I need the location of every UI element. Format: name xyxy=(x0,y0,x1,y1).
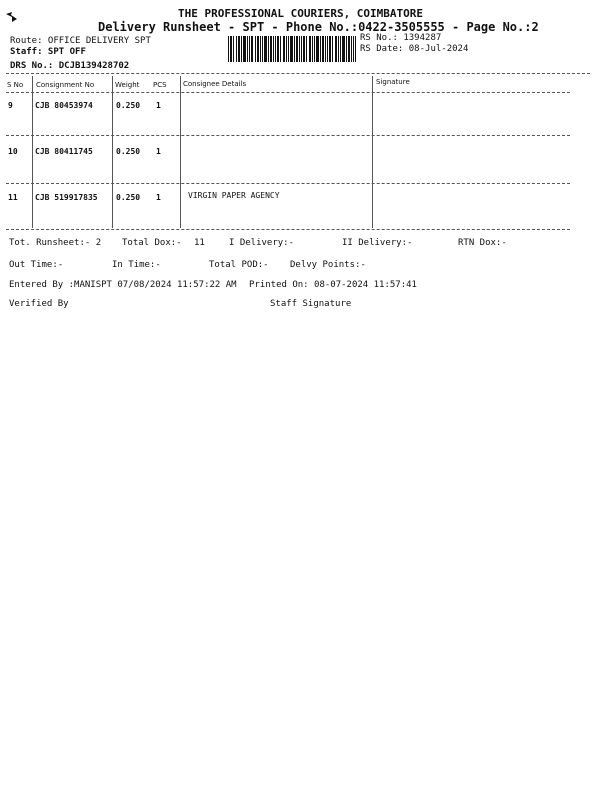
route-label: Route: OFFICE DELIVERY SPT xyxy=(10,36,151,46)
row-consignment: CJB 80411745 xyxy=(35,147,93,156)
row-sno: 10 xyxy=(8,147,18,156)
in-time: In Time:- xyxy=(112,260,161,270)
total-pod: Total POD:- xyxy=(209,260,269,270)
row-pcs: 1 xyxy=(156,101,161,110)
row-divider xyxy=(6,135,570,136)
column-divider xyxy=(32,76,33,228)
barcode-image xyxy=(228,36,356,62)
row-sno: 9 xyxy=(8,101,13,110)
row-pcs: 1 xyxy=(156,147,161,156)
row-weight: 0.250 xyxy=(116,147,141,156)
column-header-sno: S No xyxy=(7,81,24,89)
staff-label: Staff: SPT OFF xyxy=(10,47,86,57)
header-bottom-rule xyxy=(6,92,570,93)
row-consignee: VIRGIN PAPER AGENCY xyxy=(188,191,280,200)
row-divider xyxy=(6,183,570,184)
table-bottom-rule xyxy=(6,229,570,230)
column-header-consignment: Consignment No xyxy=(36,81,95,89)
column-divider xyxy=(112,76,113,228)
row-sno: 11 xyxy=(8,193,18,202)
row-pcs: 1 xyxy=(156,193,161,202)
table-top-rule xyxy=(6,73,590,74)
document-title: THE PROFESSIONAL COURIERS, COIMBATORE xyxy=(178,7,424,20)
ii-delivery: II Delivery:- xyxy=(342,238,413,248)
staff-signature: Staff Signature xyxy=(270,299,352,309)
total-runsheet: Tot. Runsheet:- 2 xyxy=(9,238,102,248)
out-time: Out Time:- xyxy=(9,260,64,270)
total-dox-label: Total Dox:- xyxy=(122,238,182,248)
column-header-signature: Signature xyxy=(376,78,410,86)
column-header-weight: Weight xyxy=(115,81,140,89)
row-weight: 0.250 xyxy=(116,193,141,202)
row-consignment: CJB 519917835 xyxy=(35,193,98,202)
column-header-consignee: Consignee Details xyxy=(183,80,247,88)
row-weight: 0.250 xyxy=(116,101,141,110)
total-dox-value: 11 xyxy=(194,238,205,248)
row-consignment: CJB 80453974 xyxy=(35,101,93,110)
logo-icon xyxy=(6,11,18,23)
rs-number: RS No.: 1394287 xyxy=(360,33,442,43)
entered-by: Entered By :MANISPT 07/08/2024 11:57:22 AM xyxy=(9,280,237,290)
rtn-dox: RTN Dox:- xyxy=(458,238,507,248)
drs-number: DRS No.: DCJB139428702 xyxy=(10,61,130,71)
document-subtitle: Delivery Runsheet - SPT - Phone No.:0422-3505555 - Page No.:2 xyxy=(98,20,539,34)
verified-by: Verified By xyxy=(9,299,69,309)
column-divider xyxy=(372,76,373,228)
column-header-pcs: PCS xyxy=(153,81,167,89)
delivery-points: Delvy Points:- xyxy=(290,260,366,270)
i-delivery: I Delivery:- xyxy=(229,238,295,248)
rs-date: RS Date: 08-Jul-2024 xyxy=(360,44,469,54)
column-divider xyxy=(180,76,181,228)
printed-on: Printed On: 08-07-2024 11:57:41 xyxy=(249,280,417,290)
